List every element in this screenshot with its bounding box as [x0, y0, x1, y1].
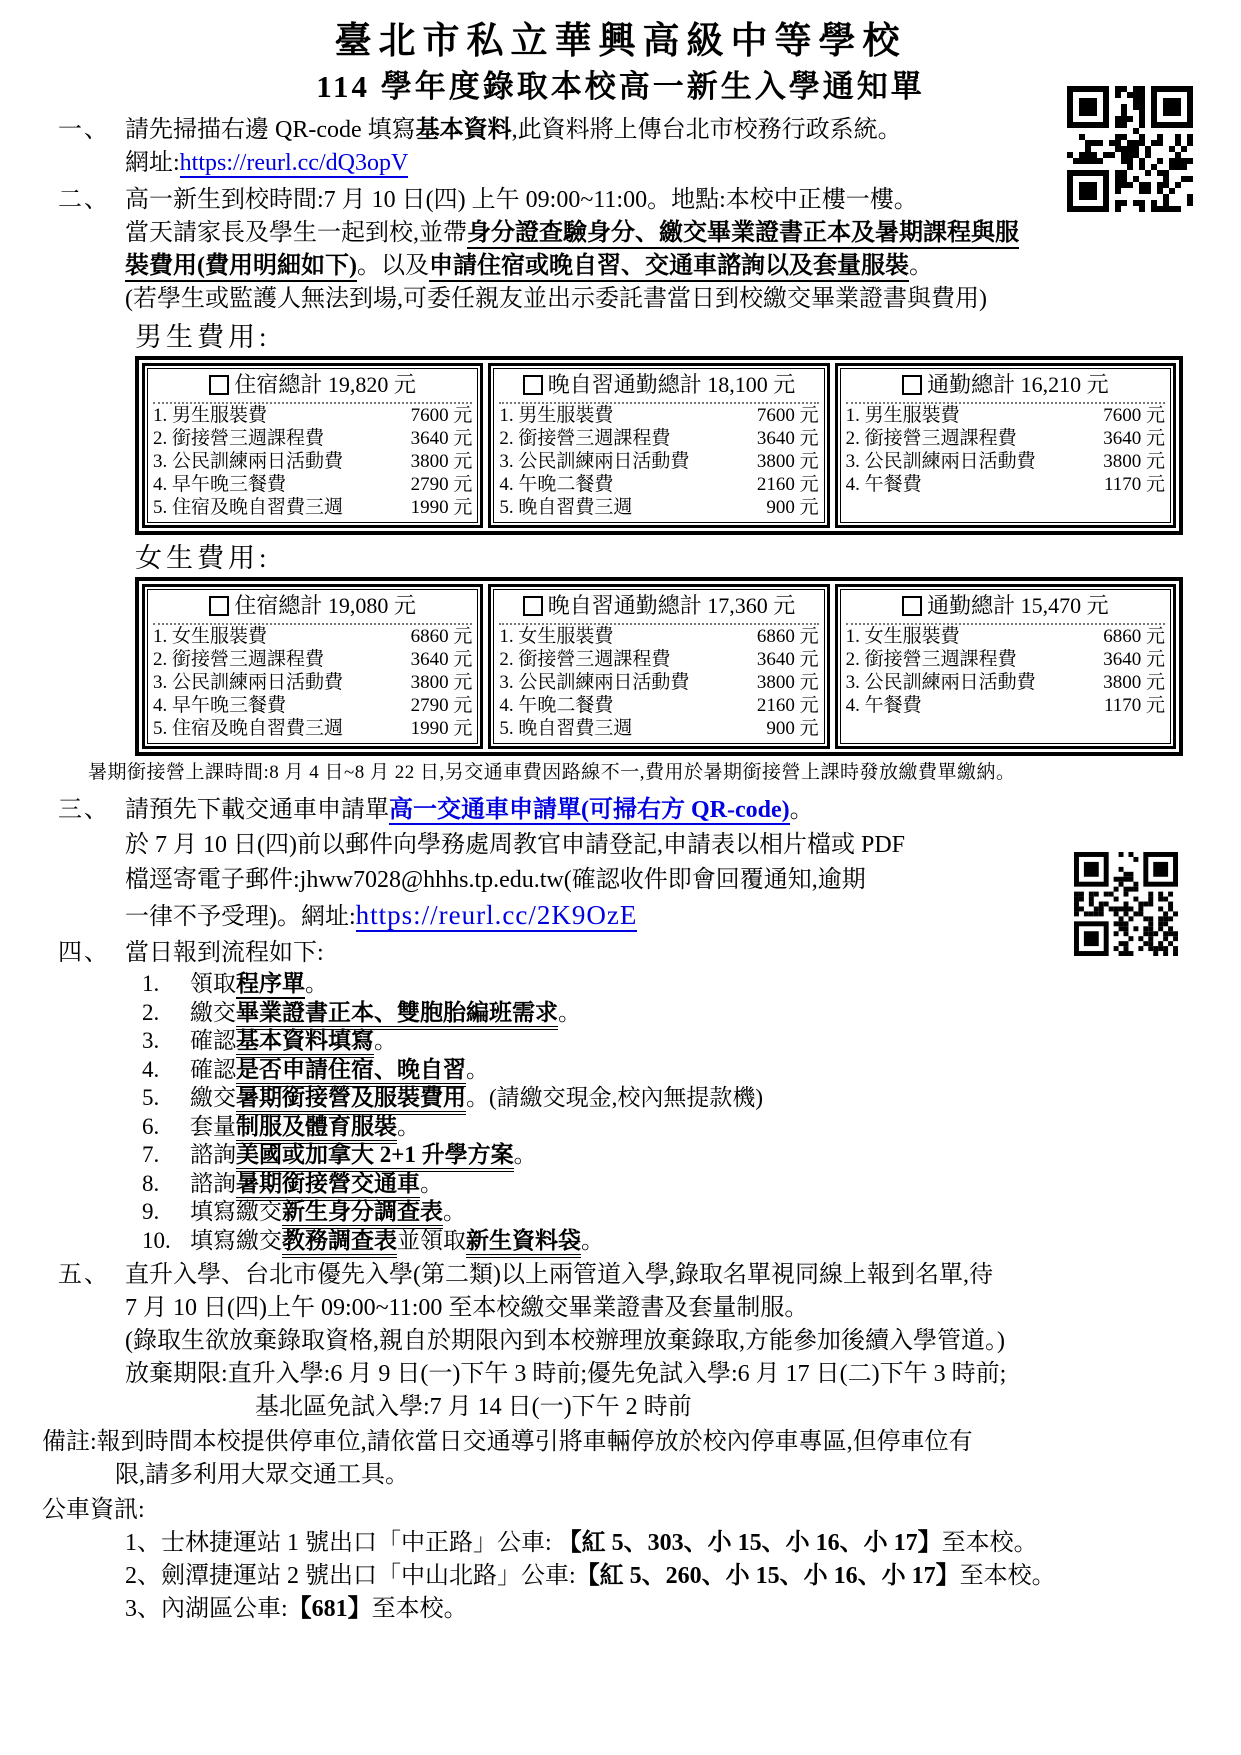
- fee-row: [846, 404, 1165, 427]
- checklist-item: [0, 1113, 1241, 1142]
- text: 。以及: [356, 253, 429, 279]
- item-text: 。: [581, 1227, 604, 1253]
- fee-item-amount: 3640 元: [1103, 428, 1165, 449]
- item-text: 。: [466, 1056, 489, 1082]
- text-line: [0, 1391, 1241, 1424]
- fee-table-title: 住宿總計 19,080 元: [234, 593, 416, 618]
- fee-row: [499, 694, 818, 717]
- text: 放棄期限:直升入學:6 月 9 日(一)下午 3 時前;優先免試入學:6 月 17 日(二)下午 3 時前;: [125, 1361, 1007, 1387]
- fee-table-header: [153, 370, 472, 404]
- fee-table: [142, 363, 483, 528]
- fee-table-title: 通勤總計 15,470 元: [927, 593, 1109, 618]
- item-number: 2.: [142, 999, 160, 1025]
- url-label: 網址:: [125, 150, 180, 176]
- fee-item-label: 5. 晚自習費三週: [499, 497, 633, 518]
- text: 7 月 10 日(四)上午 09:00~11:00 至本校繳交畢業證書及套量制服。: [125, 1295, 809, 1321]
- text: 檔逕寄電子郵件:jhww7028@hhhs.tp.edu.tw(確認收件即會回覆通知,逾期: [125, 867, 866, 893]
- text-line: [0, 793, 1241, 828]
- item-text: 確認: [190, 1056, 236, 1082]
- text: 至本校。: [371, 1596, 468, 1622]
- fee-row: [846, 450, 1165, 473]
- text: (錄取生欲放棄錄取資格,親自於期限內到本校辦理放棄錄取,方能參加後續入學管道。): [125, 1328, 1005, 1354]
- fee-item-amount: 2160 元: [756, 474, 819, 495]
- item-key-text: 暑期銜接營交通車: [236, 1171, 420, 1201]
- item-text: 。: [420, 1170, 443, 1196]
- item-text: 。: [443, 1199, 466, 1224]
- fee-item-amount: 1170 元: [1103, 474, 1165, 495]
- text-line: [0, 283, 1241, 316]
- section-3-number: 三、: [58, 797, 110, 823]
- text-line: [0, 1358, 1241, 1391]
- section-3: [0, 793, 1241, 935]
- text: 。: [789, 797, 814, 823]
- checklist-item: [0, 1170, 1241, 1199]
- fee-item-label: 3. 公民訓練兩日活動費: [499, 672, 690, 693]
- fee-table: [488, 363, 829, 528]
- text: ,此資料將上傳台北市校務行政系統。: [511, 117, 902, 143]
- fee-item-amount: 3800 元: [756, 672, 819, 693]
- fee-table-header: [846, 591, 1165, 625]
- item-number: 9.: [142, 1199, 160, 1224]
- fee-row: [153, 648, 472, 671]
- fee-row: [499, 450, 818, 473]
- fee-item-label: 1. 女生服裝費: [499, 626, 614, 647]
- item-key-text: 畢業證書正本、雙胞胎編班需求: [236, 1000, 558, 1030]
- bus-routes: 【紅 5、260、小 15、小 16、小 17】: [575, 1563, 960, 1589]
- fee-item-amount: 6860 元: [1103, 626, 1165, 647]
- checkbox-icon[interactable]: [209, 375, 229, 395]
- fee-item-label: 3. 公民訓練兩日活動費: [499, 451, 690, 472]
- key-text: 裝費用(費用明細如下): [125, 253, 357, 282]
- bus-routes: 【紅 5、303、小 15、小 16、小 17】: [557, 1530, 942, 1556]
- text: 請預先下載交通車申請單: [125, 797, 389, 823]
- fee-item-label: 3. 公民訓練兩日活動費: [153, 451, 344, 472]
- fee-row: [499, 427, 818, 450]
- fee-row: [499, 717, 818, 740]
- basic-info-link[interactable]: https://reurl.cc/dQ3opV: [179, 150, 409, 176]
- text: 一律不予受理)。網址:: [125, 904, 356, 930]
- fee-item-amount: 3640 元: [410, 649, 473, 670]
- text: 請先掃描右邊 QR-code 填寫: [125, 117, 416, 143]
- text-line: [0, 1459, 1241, 1492]
- item-text: 。: [397, 1113, 420, 1139]
- fee-item-label: 5. 住宿及晚自習費三週: [153, 718, 344, 739]
- fee-item-amount: 7600 元: [756, 405, 819, 426]
- text-line: [0, 1259, 1241, 1292]
- text: 直升入學、台北市優先入學(第二類)以上兩管道入學,錄取名單視同線上報到名單,待: [125, 1262, 993, 1288]
- item-key-text: 美國或加拿大 2+1 升學方案: [236, 1142, 514, 1172]
- bus-route-item: [0, 1593, 1241, 1626]
- fee-row: [499, 496, 818, 519]
- item-key-text: 基本資料填寫: [236, 1028, 374, 1058]
- fee-item-label: 1. 男生服裝費: [499, 405, 614, 426]
- summer-camp-note: 暑期銜接營上課時間:8 月 4 日~8 月 22 日,另交通車費因路線不一,費用於暑期銜接營上課時發放繳費單繳納。: [88, 762, 1016, 783]
- item-text: 填寫繳交: [190, 1199, 282, 1224]
- checklist-item: [0, 999, 1241, 1028]
- bus-info-heading: 公車資訊:: [42, 1497, 145, 1523]
- text-line: [0, 184, 1241, 217]
- text: 至本校。: [959, 1563, 1056, 1589]
- item-key-text: 制服及體育服裝: [236, 1114, 397, 1144]
- fee-row: [846, 625, 1165, 648]
- fee-item-label: 4. 午晚二餐費: [499, 695, 614, 716]
- bus-routes: 【681】: [287, 1596, 372, 1622]
- fee-table-title: 通勤總計 16,210 元: [927, 372, 1109, 397]
- item-text: 。(請繳交現金,校內無提款機): [466, 1085, 764, 1110]
- fee-item-amount: 3800 元: [1103, 451, 1165, 472]
- item-number: 7.: [142, 1142, 160, 1167]
- fee-item-amount: 3800 元: [410, 672, 473, 693]
- text: 劍潭捷運站 2 號出口「中山北路」公車:: [161, 1563, 576, 1589]
- fee-item-amount: 900 元: [766, 497, 819, 518]
- fee-row: [153, 473, 472, 496]
- text: 報到時間本校提供停車位,請依當日交通導引將車輛停放於校內停車專區,但停車位有: [96, 1429, 973, 1455]
- item-key-text: 新生資料袋: [466, 1228, 581, 1258]
- checklist-item: [0, 1027, 1241, 1056]
- key-text: 基本資料: [415, 117, 512, 143]
- item-number: 4.: [142, 1056, 160, 1082]
- bus-info-block: [0, 1494, 1241, 1626]
- fee-row: [153, 450, 472, 473]
- item-key-text: 程序單: [236, 971, 305, 999]
- section-5-number: 五、: [58, 1262, 110, 1288]
- fee-item-amount: 6860 元: [756, 626, 819, 647]
- fee-table: [835, 363, 1176, 528]
- fee-item-label: 4. 早午晚三餐費: [153, 474, 287, 495]
- fee-row: [846, 648, 1165, 671]
- fee-item-label: 3. 公民訓練兩日活動費: [845, 672, 1036, 693]
- fee-row: [846, 427, 1165, 450]
- fee-item-label: 3. 公民訓練兩日活動費: [153, 672, 344, 693]
- fee-table-header: [153, 591, 472, 625]
- text-line: [0, 1292, 1241, 1325]
- fee-item-amount: 1990 元: [410, 718, 473, 739]
- item-text: 繳交: [190, 1085, 236, 1110]
- item-text: 確認: [190, 1028, 236, 1053]
- item-text: 。: [558, 999, 581, 1025]
- fee-table-inner: [840, 368, 1171, 523]
- item-text: 。: [305, 971, 328, 996]
- fee-table-header: [499, 591, 818, 625]
- fee-row: [153, 496, 472, 519]
- item-text: 諮詢: [190, 1170, 236, 1196]
- fee-item-label: 2. 銜接營三週課程費: [153, 428, 325, 449]
- fee-row: [499, 648, 818, 671]
- key-text: 身分證查驗身分、繳交畢業證書正本及暑期課程與服: [467, 220, 1019, 249]
- fee-item-amount: 2160 元: [756, 695, 819, 716]
- checklist-item: [0, 1198, 1241, 1227]
- text-line: [0, 863, 1241, 898]
- text-line: [0, 217, 1241, 250]
- fee-item-label: 1. 女生服裝費: [153, 626, 268, 647]
- item-number: 3.: [142, 1028, 160, 1053]
- text: 限,請多利用大眾交通工具。: [115, 1462, 409, 1488]
- fee-item-amount: 2790 元: [410, 695, 473, 716]
- fee-item-amount: 3640 元: [756, 649, 819, 670]
- bus-route-item: [0, 1527, 1241, 1560]
- fee-table-header: [499, 370, 818, 404]
- fee-item-amount: 3640 元: [756, 428, 819, 449]
- fee-item-amount: 6860 元: [410, 626, 473, 647]
- text-line: [0, 1325, 1241, 1358]
- female-fee-tables: [135, 577, 1183, 756]
- fee-row: [499, 625, 818, 648]
- fee-table-title: 住宿總計 19,820 元: [234, 372, 416, 397]
- bus-form-url-link[interactable]: https://reurl.cc/2K9OzE: [355, 900, 638, 930]
- text: 。: [908, 253, 933, 279]
- fee-item-amount: 3800 元: [410, 451, 473, 472]
- fee-item-label: 2. 銜接營三週課程費: [845, 428, 1017, 449]
- item-number: 6.: [142, 1113, 160, 1139]
- fee-item-amount: 1990 元: [410, 497, 473, 518]
- fee-item-label: 2. 銜接營三週課程費: [499, 428, 671, 449]
- fee-item-label: 4. 午餐費: [845, 695, 922, 716]
- fee-table-header: [846, 370, 1165, 404]
- fee-table: [835, 584, 1176, 749]
- fee-table: [142, 584, 483, 749]
- checkbox-icon[interactable]: [523, 596, 543, 616]
- text: 士林捷運站 1 號出口「中正路」公車:: [161, 1530, 558, 1556]
- text: (若學生或監護人無法到場,可委任親友並出示委託書當日到校繳交畢業證書與費用): [125, 286, 987, 312]
- key-text: 申請住宿或晚自習、交通車諮詢以及套量服裝: [429, 253, 909, 282]
- fee-table-inner: [840, 589, 1171, 744]
- remark-label: 備註:: [42, 1429, 97, 1455]
- section-2: [0, 184, 1241, 316]
- fee-row: [499, 671, 818, 694]
- fee-item-label: 4. 午餐費: [845, 474, 922, 495]
- item-text: 領取: [190, 971, 236, 996]
- fee-item-label: 2. 銜接營三週課程費: [499, 649, 671, 670]
- checkin-steps-list: [0, 970, 1241, 1255]
- item-number: 2、: [125, 1563, 161, 1589]
- section-5: [0, 1259, 1241, 1424]
- text-line: [0, 147, 1241, 180]
- text-line: [0, 1426, 1241, 1459]
- item-text: 。: [513, 1142, 537, 1167]
- fee-row: [153, 625, 472, 648]
- fee-item-amount: 900 元: [766, 718, 819, 739]
- text: 於 7 月 10 日(四)前以郵件向學務處周教官申請登記,申請表以相片檔或 PDF: [125, 832, 906, 858]
- remark-block: [0, 1426, 1241, 1492]
- item-number: 3、: [125, 1596, 161, 1622]
- fee-item-label: 2. 銜接營三週課程費: [153, 649, 325, 670]
- item-number: 10.: [142, 1227, 171, 1253]
- item-number: 8.: [142, 1170, 160, 1196]
- fee-table-inner: [147, 589, 478, 744]
- item-number: 5.: [142, 1085, 160, 1110]
- fee-table-inner: [493, 589, 824, 744]
- item-text: 繳交: [190, 999, 236, 1025]
- page-subtitle: 114 學年度錄取本校高一新生入學通知單: [316, 69, 925, 104]
- text: 內湖區公車:: [161, 1596, 288, 1622]
- item-number: 1.: [142, 971, 160, 996]
- page-title: 臺北市私立華興高級中等學校: [334, 21, 907, 62]
- checklist-item: [0, 1227, 1241, 1256]
- fee-item-label: 5. 住宿及晚自習費三週: [153, 497, 344, 518]
- fee-item-amount: 3800 元: [1103, 672, 1165, 693]
- fee-row: [153, 694, 472, 717]
- fee-item-label: 4. 早午晚三餐費: [153, 695, 287, 716]
- fee-item-label: 1. 男生服裝費: [845, 405, 960, 426]
- text: 基北區免試入學:7 月 14 日(一)下午 2 時前: [255, 1394, 692, 1420]
- section-1: [0, 114, 1241, 180]
- item-key-text: 是否申請住宿、晚自習: [236, 1057, 466, 1087]
- checkbox-icon[interactable]: [902, 596, 922, 616]
- fee-table-title: 晚自習通勤總計 18,100 元: [547, 372, 796, 397]
- item-text: 諮詢: [190, 1142, 236, 1167]
- item-number: 1、: [125, 1530, 161, 1556]
- fee-item-amount: 3640 元: [410, 428, 473, 449]
- item-text: 並領取: [397, 1227, 466, 1253]
- section-1-number: 一、: [58, 117, 110, 143]
- fee-table-inner: [493, 368, 824, 523]
- item-key-text: 教務調查表: [282, 1228, 397, 1258]
- fee-row: [499, 473, 818, 496]
- fee-row: [499, 404, 818, 427]
- fee-item-amount: 7600 元: [1103, 405, 1165, 426]
- item-key-text: 新生身分調查表: [282, 1199, 443, 1229]
- text: 至本校。: [941, 1530, 1038, 1556]
- male-fees-label: 男生費用:: [135, 322, 271, 352]
- text-line: [0, 250, 1241, 283]
- item-text: 。: [374, 1028, 397, 1053]
- fee-item-amount: 2790 元: [410, 474, 473, 495]
- text-line: [0, 114, 1241, 147]
- fee-row: [846, 694, 1165, 717]
- checkbox-icon[interactable]: [523, 375, 543, 395]
- section-4: [0, 937, 1241, 1255]
- text-line: [0, 828, 1241, 863]
- checklist-item: [0, 970, 1241, 999]
- item-text: 套量: [190, 1113, 236, 1139]
- checkbox-icon[interactable]: [209, 596, 229, 616]
- text: 高一新生到校時間:7 月 10 日(四) 上午 09:00~11:00。地點:本校中正樓一樓。: [125, 187, 918, 213]
- fee-item-amount: 3640 元: [1103, 649, 1165, 670]
- bus-form-link[interactable]: 高一交通車申請單(可掃右方 QR-code): [389, 797, 790, 823]
- fee-item-label: 3. 公民訓練兩日活動費: [845, 451, 1036, 472]
- checklist-item: [0, 1084, 1241, 1113]
- fee-row: [846, 473, 1165, 496]
- checkbox-icon[interactable]: [902, 375, 922, 395]
- fee-item-amount: 3800 元: [756, 451, 819, 472]
- fee-row: [153, 717, 472, 740]
- fee-item-label: 5. 晚自習費三週: [499, 718, 633, 739]
- fee-item-label: 4. 午晚二餐費: [499, 474, 614, 495]
- checklist-item: [0, 1141, 1241, 1170]
- fee-table: [488, 584, 829, 749]
- fee-table-inner: [147, 368, 478, 523]
- fee-item-label: 1. 男生服裝費: [153, 405, 268, 426]
- fee-item-label: 1. 女生服裝費: [845, 626, 960, 647]
- section-4-number: 四、: [58, 940, 110, 966]
- female-fees-label: 女生費用:: [135, 543, 271, 573]
- section-2-number: 二、: [58, 187, 110, 213]
- item-text: 填寫繳交: [190, 1227, 282, 1253]
- fee-row: [153, 427, 472, 450]
- fee-item-amount: 7600 元: [410, 405, 473, 426]
- fee-item-label: 2. 銜接營三週課程費: [845, 649, 1017, 670]
- checklist-item: [0, 1056, 1241, 1085]
- fee-row: [153, 404, 472, 427]
- section-4-heading: 當日報到流程如下:: [125, 940, 324, 966]
- item-key-text: 暑期銜接營及服裝費用: [236, 1085, 466, 1115]
- male-fee-tables: [135, 356, 1183, 535]
- fee-item-amount: 1170 元: [1103, 695, 1165, 716]
- text: 當天請家長及學生一起到校,並帶: [125, 220, 467, 246]
- fee-table-title: 晚自習通勤總計 17,360 元: [547, 593, 796, 618]
- fee-row: [846, 671, 1165, 694]
- text-line: [0, 898, 1241, 935]
- bus-route-item: [0, 1560, 1241, 1593]
- fee-row: [153, 671, 472, 694]
